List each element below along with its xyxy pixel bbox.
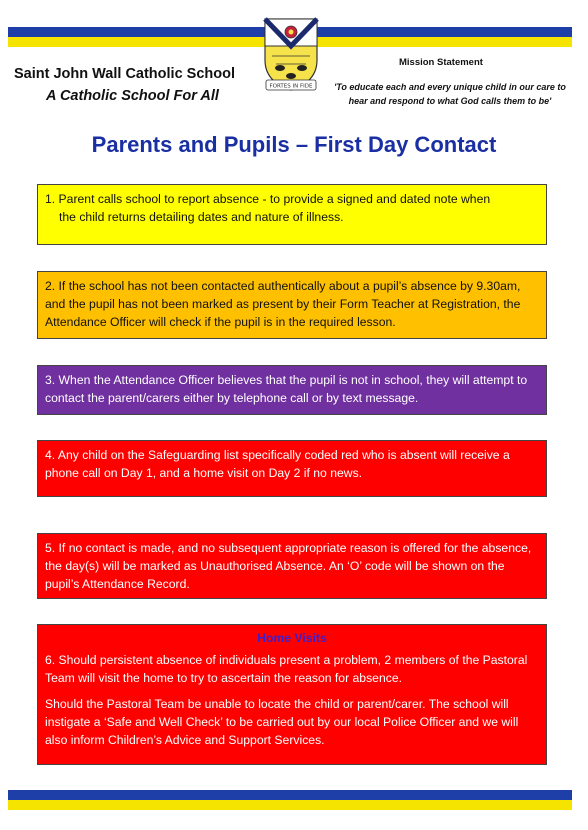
step-1-box [37, 184, 547, 245]
step-4-box [37, 440, 547, 497]
school-crest-icon [262, 16, 320, 94]
step-4-text: 4. Any child on the Safeguarding list specifically coded red who is absent will receive a phone call on Day 1, and a home visit on Day 2 if no news. [45, 448, 510, 480]
bottom-stripe-yellow [8, 800, 572, 810]
crest-motto: FORTES IN FIDE [269, 83, 313, 90]
bottom-stripe-blue [8, 790, 572, 800]
step-5-box [37, 533, 547, 599]
step-5-text: 5. If no contact is made, and no subsequent appropriate reason is offered for the absence, the day(s) will be marked as Unauthorised Absence. An ‘O’ code will be shown on the pupil’s Attendance Record. [45, 541, 532, 591]
school-tagline: A Catholic School For All [46, 88, 219, 104]
bottom-stripe [8, 790, 572, 810]
mission-statement-title: Mission Statement [399, 57, 483, 68]
step-1-line-2: the child returns detailing dates and nature of illness. [59, 210, 344, 224]
home-visits-paragraph-1: 6. Should persistent absence of individuals present a problem, 2 members of the Pastoral Team will visit the home to try to ascertain the reason for absence. [45, 653, 528, 685]
home-visits-paragraph-2: Should the Pastoral Team be unable to locate the child or parent/carer. The school will instigate a ‘Safe and Well Check’ to be carried out by our local Police Officer and we will also inform Children’s Advice and Support Services. [45, 697, 519, 747]
school-name: Saint John Wall Catholic School [14, 66, 236, 82]
home-visits-box [37, 624, 547, 765]
step-3-box [37, 365, 547, 415]
step-3-text: 3. When the Attendance Officer believes that the pupil is not in school, they will attempt to contact the parent/carers either by telephone call or by text message. [45, 373, 528, 405]
page-title: Parents and Pupils – First Day Contact [91, 132, 497, 157]
step-2-box [37, 271, 547, 339]
home-visits-heading: Home Visits [257, 631, 327, 645]
mission-statement-text: 'To educate each and every unique child in our care to hear and respond to what God calls them to be' [334, 82, 566, 106]
step-1-line-1: 1. Parent calls school to report absence - to provide a signed and dated note when [45, 192, 491, 206]
step-2-text: 2. If the school has not been contacted authentically about a pupil’s absence by 9.30am, and the pupil has not been marked as present by their Form Teacher at Registration, the Attendance Officer will check if the pupil is in the required lesson. [45, 279, 521, 329]
